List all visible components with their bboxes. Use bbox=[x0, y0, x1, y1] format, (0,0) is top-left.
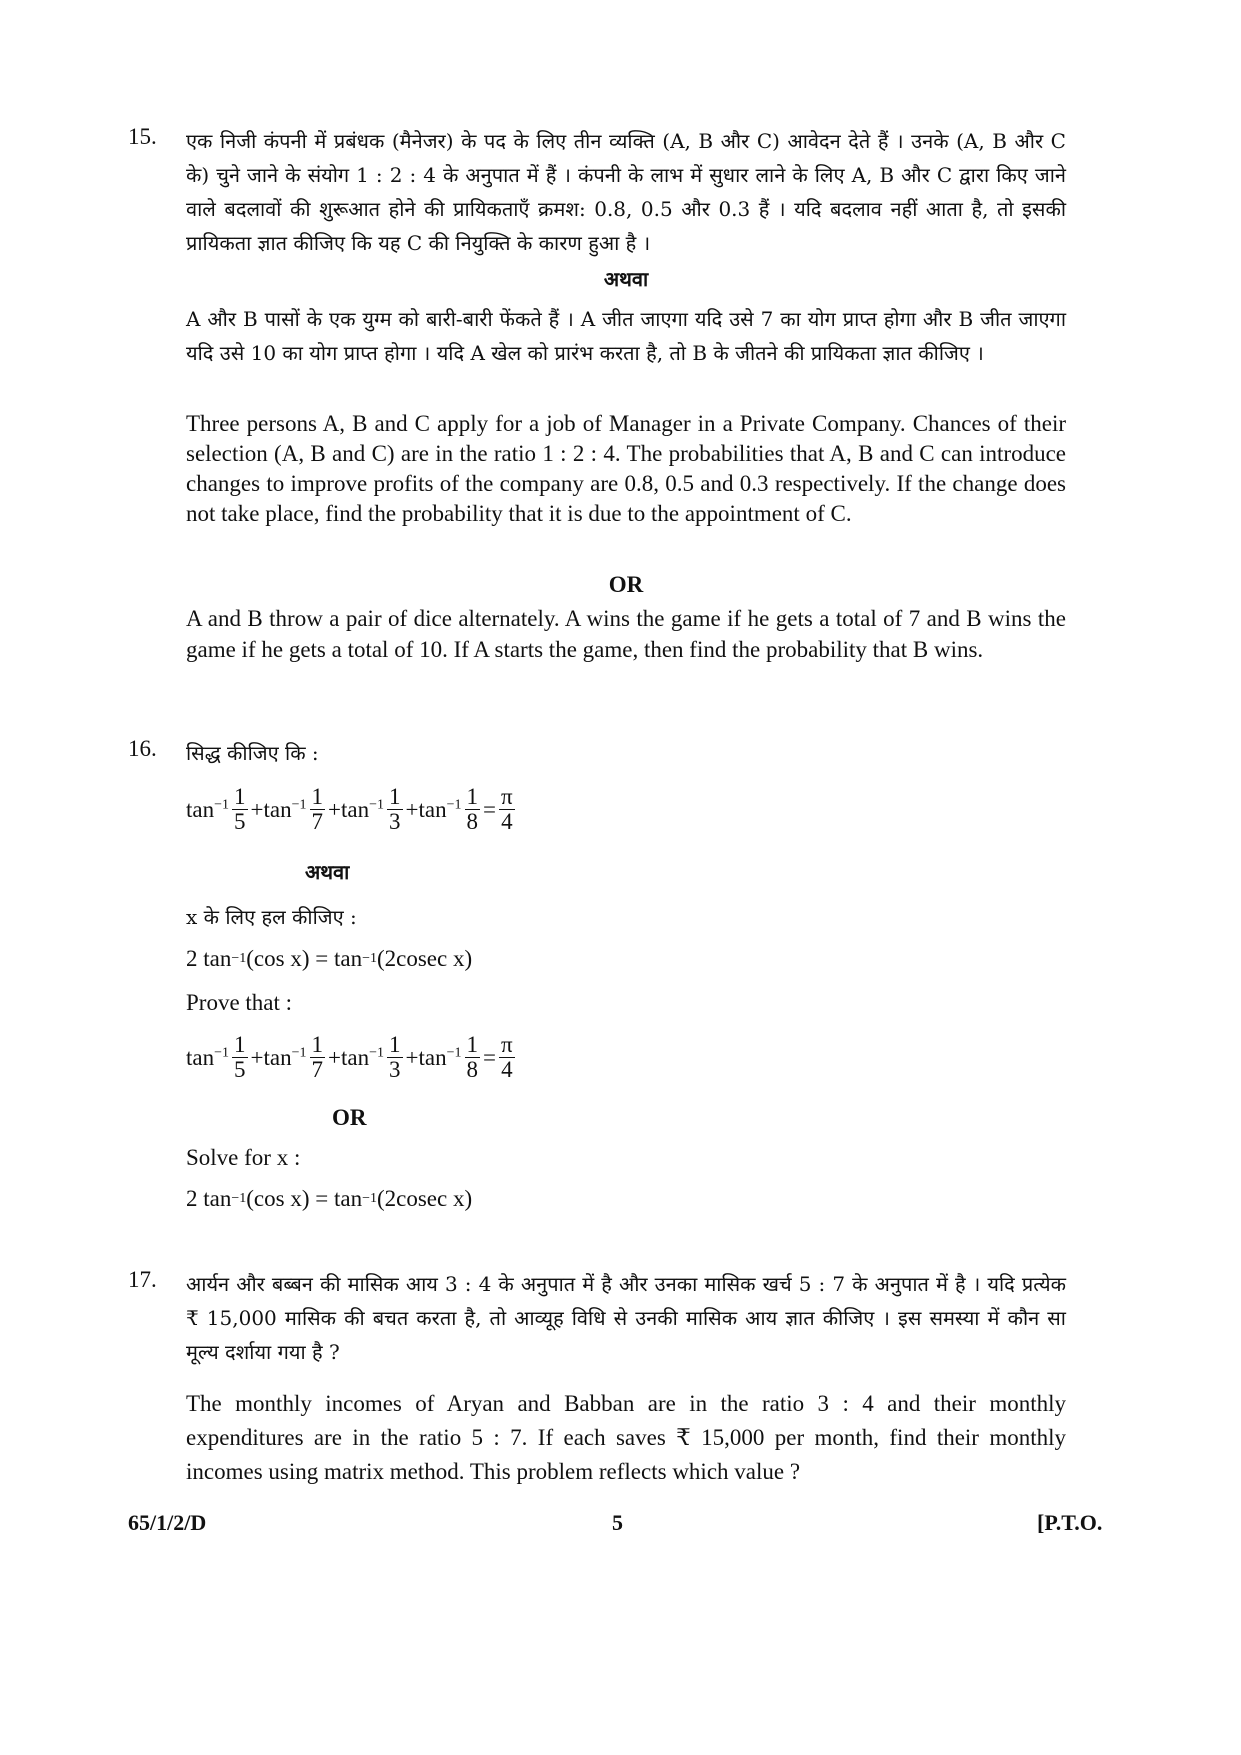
tan-term: $\tan^{-1}$ bbox=[341, 796, 385, 822]
tan-sum-equation: $\tan^{-1}$ $\frac{1}{5}$ + $\tan^{-1}$ $\frac{1}{7}$ + $\tan^{-1}$ $\frac{1}{3}$ + $\tan^{-1}$ $\frac{1}{8}$ = $\frac{\pi}{4}$ bbox=[186, 784, 513, 834]
pto-label: [P.T.O. bbox=[1037, 1510, 1103, 1535]
q15-hindi: एक निजी कंपनी में प्रबंधक (मैनेजर) के पद के लिए तीन व्यक्ति (A, B और C) आवेदन देते हैं । उनके (A, B और C के) चुने जाने के संयोग 1 : 2 : 4 के अनुपात में हैं । कंपनी के लाभ में सुधार लाने के लिए A, B और C द्वारा किए जाने वाले बदलावों की शुरूआत होने की प्रायिकताएँ क्रमश: 0.8, 0.5 और 0.3 हैं । यदि बदलाव नहीं आता है, तो इसकी प्रायिकता ज्ञात कीजिए कि यह C की नियुक्ति के कारण हुआ है । bbox=[186, 129, 1066, 255]
question-number: 16. bbox=[128, 736, 157, 761]
q16-hindi-prompt: सिद्ध कीजिए कि : bbox=[186, 741, 319, 765]
tan-term: $\tan^{-1}$ bbox=[418, 1044, 462, 1070]
q15-english-alt: A and B throw a pair of dice alternately. A wins the game if he gets a total of 7 and B wins the game if he gets a total of 10. If A starts the game, then find the probability that B wins. bbox=[186, 606, 1066, 662]
q16-english-solve: Solve for x : bbox=[186, 1145, 301, 1170]
solve-equation: 2 tan −1 (cos x) = tan −1 (2cosec x) bbox=[186, 946, 473, 971]
tan-term: $\tan^{-1}$ bbox=[263, 796, 307, 822]
or-hindi: अथवा bbox=[603, 267, 649, 291]
page-number: 5 bbox=[612, 1510, 623, 1535]
q16-english-prompt: Prove that : bbox=[186, 990, 293, 1015]
tan-term: $\tan^{-1}$ bbox=[186, 1044, 230, 1070]
or-hindi: अथवा bbox=[305, 860, 350, 884]
paper-code: 65/1/2/D bbox=[128, 1510, 207, 1535]
q17-hindi: आर्यन और बब्बन की मासिक आय 3 : 4 के अनुपात में है और उनका मासिक खर्च 5 : 7 के अनुपात में है । यदि प्रत्येक ₹ 15,000 मासिक की बचत करता है, तो आव्यूह विधि से उनकी मासिक आय ज्ञात कीजिए । इस समस्या में कौन सा मूल्य दर्शाया गया है ? bbox=[186, 1272, 1066, 1364]
tan-term: $\tan^{-1}$ bbox=[263, 1044, 307, 1070]
tan-term: $\tan^{-1}$ bbox=[186, 796, 230, 822]
or-english: OR bbox=[332, 1105, 367, 1130]
question-number: 15. bbox=[128, 124, 157, 149]
q17-english: The monthly incomes of Aryan and Babban are in the ratio 3 : 4 and their monthly expenditures are in the ratio 5 : 7. If each saves ₹ 15,000 per month, find their monthly incomes using matrix method. This problem reflects which value ? bbox=[186, 1391, 1066, 1484]
or-english: OR bbox=[608, 572, 644, 597]
q16-hindi-solve: x के लिए हल कीजिए : bbox=[186, 905, 357, 929]
tan-term: $\tan^{-1}$ bbox=[341, 1044, 385, 1070]
tan-term: $\tan^{-1}$ bbox=[418, 796, 462, 822]
question-number: 17. bbox=[128, 1267, 157, 1292]
q15-english: Three persons A, B and C apply for a job of Manager in a Private Company. Chances of their selection (A, B and C) are in the ratio 1 : 2 : 4. The probabilities that A, B and C can introduce changes to improve profits of the company are 0.8, 0.5 and 0.3 respectively. If the change does not take place, find the probability that it is due to the appointment of C. bbox=[186, 411, 1066, 526]
tan-sum-equation: $\tan^{-1}$ $\frac{1}{5}$ + $\tan^{-1}$ $\frac{1}{7}$ + $\tan^{-1}$ $\frac{1}{3}$ + $\tan^{-1}$ $\frac{1}{8}$ = $\frac{\pi}{4}$ bbox=[186, 1032, 513, 1082]
q15-hindi-alt: A और B पासों के एक युग्म को बारी-बारी फेंकते हैं । A जीत जाएगा यदि उसे 7 का योग प्राप्त होगा और B जीत जाएगा यदि उसे 10 का योग प्राप्त होगा । यदि A खेल को प्रारंभ करता है, तो B के जीतने की प्रायिकता ज्ञात कीजिए । bbox=[186, 307, 1066, 365]
solve-equation: 2 tan −1 (cos x) = tan −1 (2cosec x) bbox=[186, 1186, 473, 1211]
